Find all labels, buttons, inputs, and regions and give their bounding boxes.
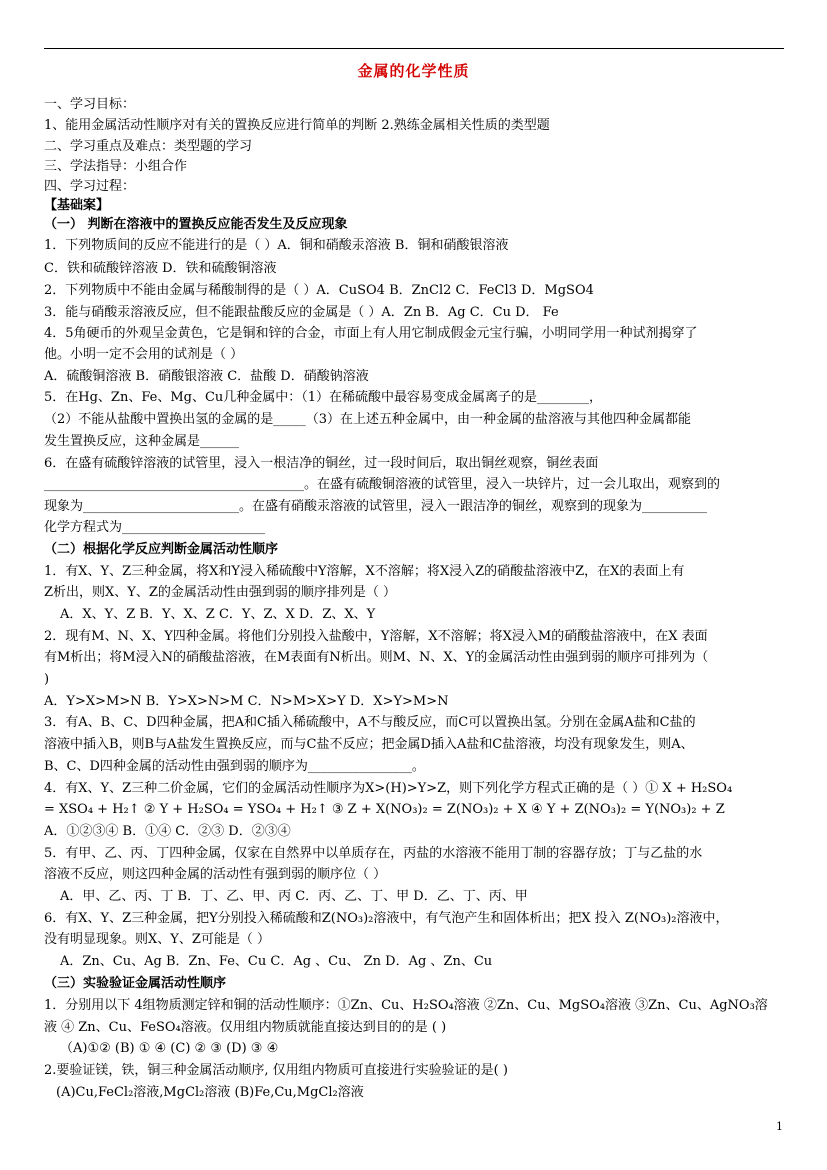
text-line: 3．有A、B、C、D四种金属，把A和C插入稀硫酸中，A不与酸反应，而C可以置换出氢。分别在金属A盐和C盐的 (44, 715, 696, 730)
text-line: = XSO₄ + H₂↑ ② Y + H₂SO₄ = YSO₄ + H₂↑ ③ Z + X(NO₃)₂ = Z(NO₃)₂ + X ④ Y + Z(NO₃)₂ = Y(NO₃)₂ + Z (44, 802, 725, 817)
text-line: （2）不能从盐酸中置换出氢的金属的是_____（3）在上述五种金属中，由一种金属的盐溶液与其他四种金属都能 (44, 412, 692, 427)
text-line: 1．分别用以下 4组物质测定锌和铜的活动性顺序：①Zn、Cu、H₂SO₄溶液 ②Zn、Cu、MgSO₄溶液 ③Zn、Cu、AgNO₃溶 (44, 998, 768, 1013)
text-line: ) (44, 672, 50, 687)
text-line: （一） 判断在溶液中的置换反应能否发生及反应现象 (44, 217, 348, 232)
text-line: A．Y>X>M>N B．Y>X>N>M C．N>M>X>Y D．X>Y>M>N (44, 694, 449, 709)
text-line: A．X、Y、Z B．Y、X、Z C．Y、Z、X D．Z、X、Y (60, 607, 376, 622)
text-line: A．Zn、Cu、Ag B．Zn、Fe、Cu C．Ag 、Cu、 Zn D．Ag 、Zn、Cu (60, 954, 493, 969)
text-line: B、C、D四种金属的活动性由强到弱的顺序为________________。 (44, 759, 425, 774)
text-line: A．①②③④ B．①④ C．②③ D．②③④ (44, 824, 291, 839)
text-line: 2.要验证镁，铁，铜三种金属活动顺序, 仅用组内物质可直接进行实验验证的是( ) (44, 1063, 508, 1078)
text-line: 液 ④ Zn、Cu、FeSO₄溶液。仅用组内物质就能直接达到目的的是 ( ) (44, 1020, 447, 1035)
text-line: （A)①② (B) ① ④ (C) ② ③ (D) ③ ④ (60, 1041, 279, 1056)
page-title: 金属的化学性质 (357, 62, 470, 80)
text-line: 溶液中插入B，则B与A盐发生置换反应，而与C盐不反应；把金属D插入A盐和C盐溶液，均没有现象发生，则A、 (44, 737, 694, 752)
text-line: 2．现有M、N、X、Y四种金属。将他们分别投入盐酸中，Y溶解，X不溶解；将X浸入M的硝酸盐溶液中，在X 表面 (44, 629, 708, 644)
text-line: 2．下列物质中不能由金属与稀酸制得的是（ ）A．CuSO4 B．ZnCl2 C．FeCl3 D．MgSO4 (44, 283, 594, 298)
text-line: 6．有X、Y、Z三种金属，把Y分别投入稀硫酸和Z(NO₃)₂溶液中，有气泡产生和固体析出；把X 投入 Z(NO₃)₂溶液中， (44, 911, 729, 926)
text-line: C．铁和硫酸锌溶液 D．铁和硫酸铜溶液 (44, 261, 277, 276)
text-line: 二、学习重点及难点：类型题的学习 (44, 139, 253, 154)
text-line: ________________________________________。在盛有硫酸铜溶液的试管里，浸入一块锌片，过一会儿取出，观察到的 (44, 477, 721, 492)
text-line: 四、学习过程： (44, 179, 136, 194)
text-line: 5．在Hg、Zn、Fe、Mg、Cu几种金属中：（1）在稀硫酸中最容易变成金属离子的是________， (44, 390, 603, 405)
text-line: 没有明显现象。则X、Y、Z可能是（ ） (44, 932, 271, 947)
text-line: 4．有X、Y、Z三种二价金属，它们的金属活动性顺序为X>(H)>Y>Z，则下列化学方程式正确的是（ ）① X + H₂SO₄ (44, 781, 733, 796)
text-line: （二）根据化学反应判断金属活动性顺序 (44, 542, 279, 557)
text-line: 现象为________________________。在盛有硝酸汞溶液的试管里，浸入一跟洁净的铜丝，观察到的现象为__________ (44, 499, 708, 514)
text-line: 发生置换反应，这种金属是______ (44, 434, 240, 449)
text-line: （三）实验验证金属活动性顺序 (44, 976, 227, 991)
text-line: 5．有甲、乙、丙、丁四种金属，仅家在自然界中以单质存在，丙盐的水溶液不能用丁制的容器存放；丁与乙盐的水 (44, 846, 703, 861)
text-line: 有M析出；将M浸入N的硝酸盐溶液，在M表面有N析出。则M、N、X、Y的金属活动性由强到弱的顺序可排列为（ (44, 650, 709, 665)
text-line: 4．5角硬币的外观呈金黄色，它是铜和锌的合金，市面上有人用它制成假金元宝行骗，小明同学用一种试剂揭穿了 (44, 326, 698, 341)
text-line: 一、学习目标： (44, 97, 136, 112)
text-line: Z析出，则X、Y、Z的金属活动性由强到弱的顺序排列是（ ） (44, 585, 397, 600)
text-line: (A)Cu,FeCl₂溶液,MgCl₂溶液 (B)Fe,Cu,MgCl₂溶液 (56, 1085, 364, 1100)
text-line: 1．下列物质间的反应不能进行的是（ ）A．铜和硝酸汞溶液 B．铜和硝酸银溶液 (44, 238, 509, 253)
text-line: 化学方程式为______________________ (44, 520, 266, 535)
text-line: 6．在盛有硫酸锌溶液的试管里，浸入一根洁净的铜丝，过一段时间后，取出铜丝观察，铜丝表面 (44, 456, 599, 471)
text-line: 1．有X、Y、Z三种金属，将X和Y浸入稀硫酸中Y溶解，X不溶解；将X浸入Z的硝酸盐溶液中Z，在X的表面上有 (44, 564, 685, 579)
text-line: 他。小明一定不会用的试剂是（ ） (44, 347, 244, 362)
text-line: 三、学法指导：小组合作 (44, 159, 188, 174)
text-line: A．硫酸铜溶液 B．硝酸银溶液 C．盐酸 D．硝酸钠溶液 (44, 369, 369, 384)
page-number: 1 (776, 1120, 783, 1133)
text-line: 3．能与硝酸汞溶液反应，但不能跟盐酸反应的金属是（ ）A．Zn B．Ag C．Cu D． Fe (44, 305, 559, 320)
text-line: A．甲、乙、丙、丁 B．丁、乙、甲、丙 C．丙、乙、丁、甲 D．乙、丁、丙、甲 (60, 889, 528, 904)
header-rule (44, 48, 784, 49)
text-line: 溶液不反应，则这四种金属的活动性有强到弱的顺序位（ ） (44, 867, 387, 882)
text-line: 【基础案】 (44, 198, 110, 213)
text-line: 1、能用金属活动性顺序对有关的置换反应进行简单的判断 2.熟练金属相关性质的类型题 (44, 118, 550, 133)
